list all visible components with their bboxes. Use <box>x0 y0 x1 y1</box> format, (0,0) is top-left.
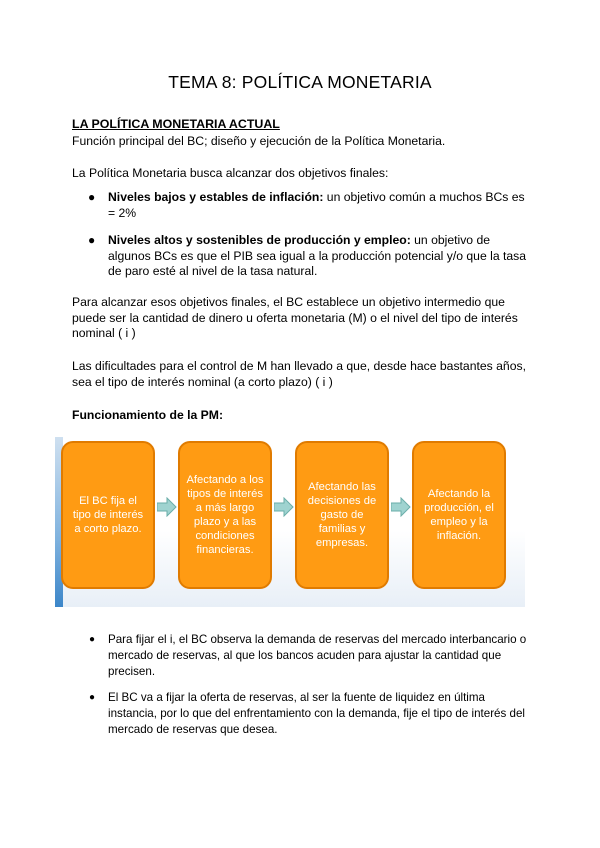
flow-arrow-icon <box>391 497 411 517</box>
flow-arrow-icon <box>157 497 177 517</box>
intermediate-paragraph: Para alcanzar esos objetivos finales, el BC establece un objetivo intermedio que puede ser la cantidad de dinero u oferta monetaria (M) o el nivel del tipo de interés nominal ( i ) <box>72 295 518 341</box>
section-heading: LA POLÍTICA MONETARIA ACTUAL <box>72 117 280 131</box>
list-item: ● Para fijar el i, el BC observa la demanda de reservas del mercado interbancario o mercado de reservas, al que los bancos acuden para ajustar la cantidad que precisen. <box>89 633 527 678</box>
bullet-icon: ● <box>88 190 96 204</box>
objective-bold: Niveles altos y sostenibles de producción y empleo: <box>108 233 411 247</box>
bullet-icon: ● <box>89 634 96 645</box>
functioning-heading: Funcionamiento de la PM: <box>72 408 223 422</box>
objective-text: un objetivo de algunos BCs es que el PIB sea igual a la producción potencial y/o que la tasa de paro esté al nivel de la tasa natural. <box>108 233 527 279</box>
objective-text: un objetivo común a muchos BCs es = 2% <box>108 190 525 220</box>
bullet-icon: ● <box>89 692 96 703</box>
flow-box-1: El BC fija el tipo de interés a corto plazo. <box>61 441 155 589</box>
flow-arrow-icon <box>274 497 294 517</box>
flow-box-4: Afectando la producción, el empleo y la inflación. <box>412 441 506 589</box>
list-item: ● El BC va a fijar la oferta de reservas, al ser la fuente de liquidez en última instancia, por lo que del enfrentamiento con la demanda, fije el tipo de interés del mercado de reservas que desea. <box>89 691 525 736</box>
flow-box-2: Afectando a los tipos de interés a más largo plazo y a las condiciones financieras. <box>178 441 272 589</box>
page-title: TEMA 8: POLÍTICA MONETARIA <box>168 72 432 92</box>
bullet-icon: ● <box>88 233 96 247</box>
intro-line: Función principal del BC; diseño y ejecución de la Política Monetaria. <box>72 134 446 148</box>
objective-item <box>88 233 528 280</box>
flow-box-3: Afectando las decisiones de gasto de familias y empresas. <box>295 441 389 589</box>
objectives-intro: La Política Monetaria busca alcanzar dos objetivos finales: <box>72 166 389 180</box>
objective-bold: Niveles bajos y estables de inflación: <box>108 190 324 204</box>
difficulties-paragraph: Las dificultades para el control de M han llevado a que, desde hace bastantes años, sea el tipo de interés nominal (a corto plazo) ( i ) <box>72 359 526 389</box>
objective-item <box>88 190 528 221</box>
